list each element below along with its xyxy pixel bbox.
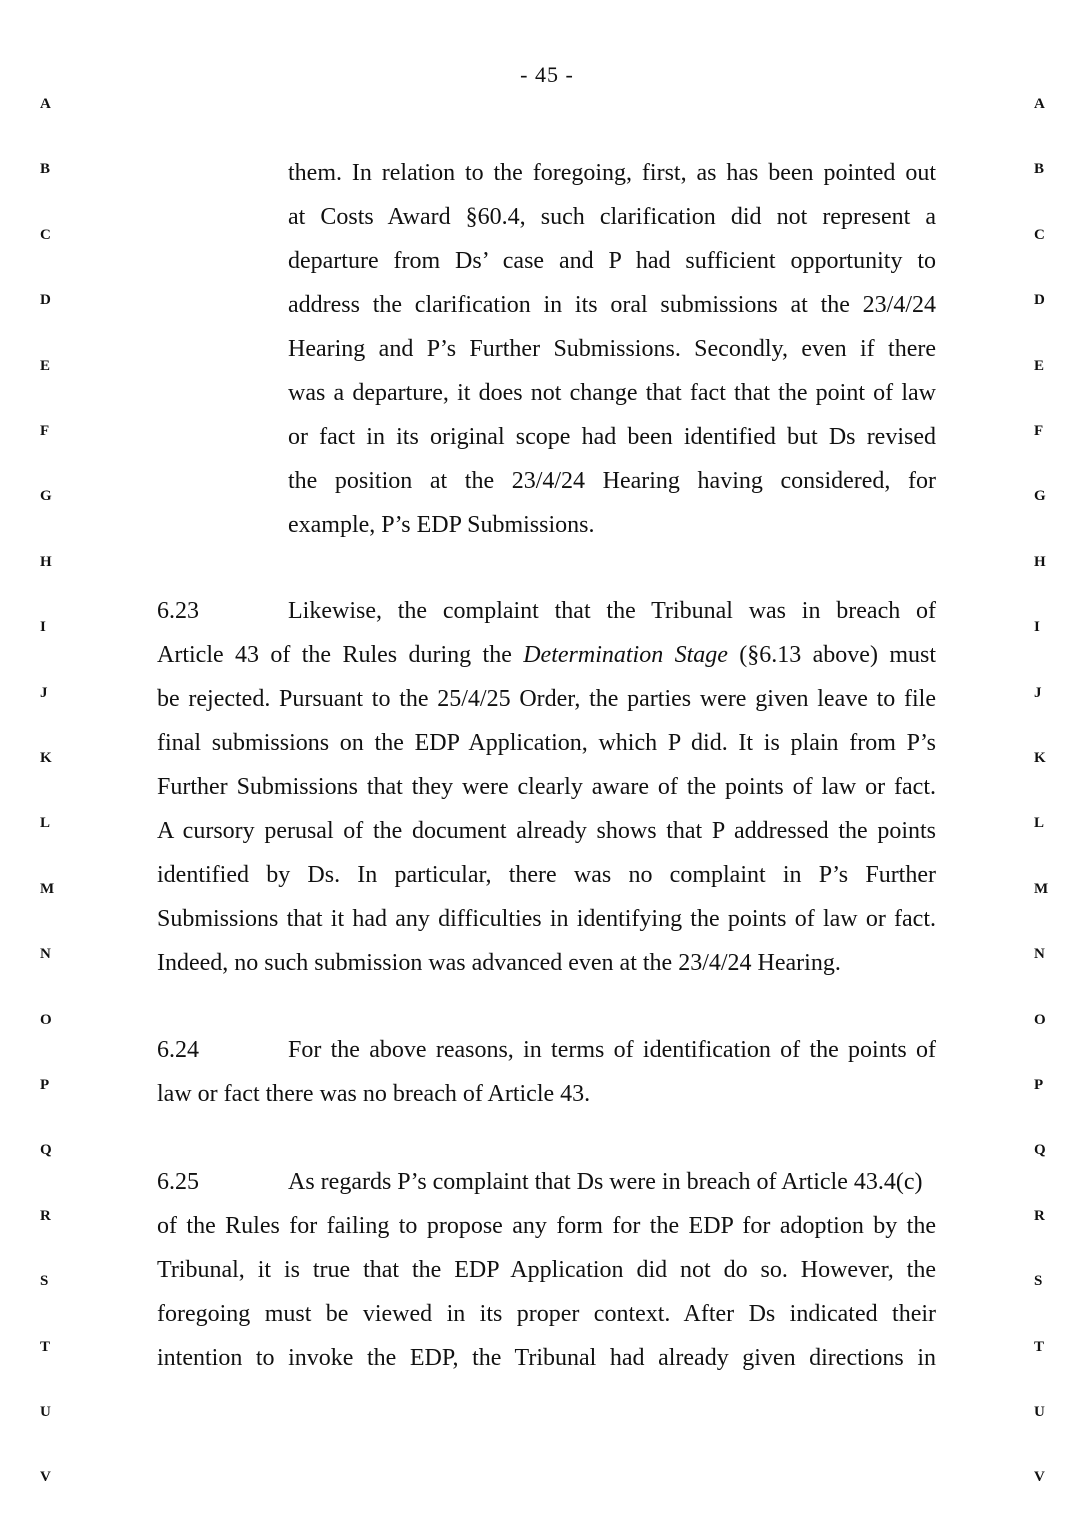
margin-letter-left: P <box>40 1077 50 1093</box>
margin-letter-right: B <box>1034 161 1045 178</box>
text-line: As regards P’s complaint that Ds were in breach of Article 43.4(c) <box>288 1169 923 1195</box>
paragraph-number: 6.23 <box>157 598 199 624</box>
margin-letter-left: L <box>40 815 51 832</box>
text-line: identified by Ds. In particular, there was no complaint in P’s Further <box>157 862 936 888</box>
margin-letter-right: P <box>1034 1077 1044 1093</box>
margin-letter-left: D <box>40 292 51 309</box>
text-line: Further Submissions that they were clearly aware of the points of law or fact. <box>157 774 936 800</box>
italic-term: Determination Stage <box>523 642 728 668</box>
margin-letter-left: Q <box>40 1142 52 1159</box>
margin-letter-left: I <box>40 619 46 636</box>
text-line: or fact in its original scope had been identified but Ds revised <box>288 424 936 450</box>
margin-letter-right: G <box>1034 488 1046 505</box>
margin-letter-left: N <box>40 946 51 963</box>
text-line: Indeed, no such submission was advanced even at the 23/4/24 Hearing. <box>157 950 841 976</box>
margin-letter-right: O <box>1034 1011 1046 1028</box>
text-line: law or fact there was no breach of Article 43. <box>157 1081 591 1107</box>
margin-letter-right: J <box>1034 684 1042 701</box>
margin-letter-right: E <box>1034 357 1045 374</box>
margin-letter-left: U <box>40 1404 51 1420</box>
margin-letter-left: T <box>40 1338 51 1355</box>
text-line <box>157 642 936 669</box>
text-line: the position at the 23/4/24 Hearing having considered, for <box>288 468 936 494</box>
text-line: intention to invoke the EDP, the Tribunal had already given directions in <box>157 1345 936 1371</box>
margin-letter-left: M <box>40 880 55 897</box>
margin-letter-right: H <box>1034 553 1046 570</box>
text-line: foregoing must be viewed in its proper context. After Ds indicated their <box>157 1301 936 1327</box>
text-segment: Article 43 of the Rules during the <box>157 642 524 668</box>
text-segment: (§6.13 above) must <box>727 642 936 668</box>
margin-letter-left: V <box>40 1469 51 1486</box>
text-line: of the Rules for failing to propose any form for the EDP for adoption by the <box>157 1213 936 1239</box>
margin-letter-right: Q <box>1034 1142 1046 1159</box>
margin-letter-right: K <box>1034 750 1046 766</box>
margin-letter-right: M <box>1034 880 1049 897</box>
margin-letter-right: U <box>1034 1404 1045 1420</box>
text-line: A cursory perusal of the document already shows that P addressed the points <box>157 818 936 844</box>
text-line: example, P’s EDP Submissions. <box>288 512 595 538</box>
margin-letter-right: D <box>1034 292 1045 309</box>
margin-letter-right: N <box>1034 946 1045 963</box>
margin-letter-left: B <box>40 161 51 178</box>
margin-letter-right: S <box>1034 1273 1043 1290</box>
margin-letter-left: K <box>40 750 52 766</box>
text-line: final submissions on the EDP Application, which P did. It is plain from P’s <box>157 730 936 756</box>
text-line: For the above reasons, in terms of identification of the points of <box>288 1037 936 1063</box>
margin-letter-left: A <box>40 96 51 112</box>
margin-letter-left: C <box>40 226 51 243</box>
margin-letter-right: R <box>1034 1207 1045 1224</box>
margin-letter-left: H <box>40 553 52 570</box>
margin-letter-left: E <box>40 357 51 374</box>
margin-letter-right: C <box>1034 226 1045 243</box>
paragraph-number: 6.24 <box>157 1037 199 1063</box>
text-line: them. In relation to the foregoing, first, as has been pointed out <box>288 160 936 186</box>
margin-letter-right: V <box>1034 1469 1045 1486</box>
text-line: departure from Ds’ case and P had sufficient opportunity to <box>288 248 936 274</box>
margin-letter-left: F <box>40 423 50 439</box>
paragraph-number: 6.25 <box>157 1169 199 1195</box>
margin-letter-right: T <box>1034 1338 1045 1355</box>
margin-letter-left: G <box>40 488 52 505</box>
text-line: was a departure, it does not change that fact that the point of law <box>288 380 936 406</box>
text-line: Submissions that it had any difficulties in identifying the points of law or fact. <box>157 906 936 932</box>
margin-letter-left: S <box>40 1273 49 1290</box>
margin-letter-left: R <box>40 1207 51 1224</box>
text-line: Hearing and P’s Further Submissions. Secondly, even if there <box>288 336 936 362</box>
page-number: - 45 - <box>520 62 574 87</box>
margin-letter-right: F <box>1034 423 1044 439</box>
text-line: at Costs Award §60.4, such clarification did not represent a <box>288 204 936 230</box>
text-line: Tribunal, it is true that the EDP Application did not do so. However, the <box>157 1257 936 1283</box>
text-line: be rejected. Pursuant to the 25/4/25 Order, the parties were given leave to file <box>157 686 936 712</box>
margin-letter-right: A <box>1034 96 1045 112</box>
margin-letter-right: L <box>1034 815 1045 832</box>
text-line: address the clarification in its oral submissions at the 23/4/24 <box>288 292 936 318</box>
margin-letter-right: I <box>1034 619 1040 636</box>
margin-letter-left: J <box>40 684 48 701</box>
text-line: Likewise, the complaint that the Tribunal was in breach of <box>288 598 936 624</box>
margin-letter-left: O <box>40 1011 52 1028</box>
